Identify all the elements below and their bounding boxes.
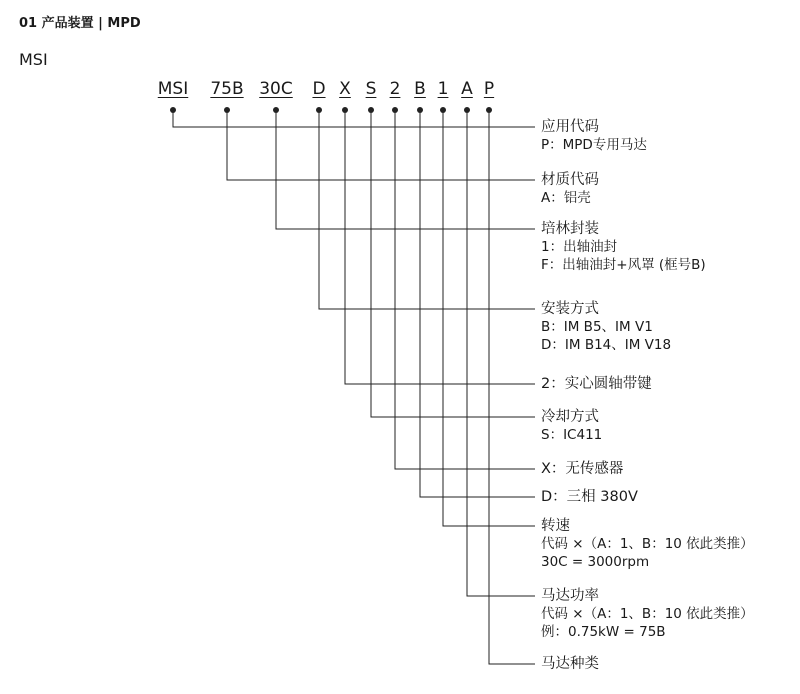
leader-line bbox=[319, 110, 535, 309]
code-segment: X bbox=[339, 79, 351, 99]
leader-dot bbox=[273, 107, 279, 113]
legend-detail: 代码 ×（A：1、B：10 依此类推） bbox=[541, 536, 754, 552]
code-segment: P bbox=[483, 79, 495, 99]
legend-title: 安装方式 bbox=[541, 301, 599, 317]
legend-title: 冷却方式 bbox=[541, 409, 599, 425]
leader-dot bbox=[392, 107, 398, 113]
legend-title: 应用代码 bbox=[541, 119, 599, 135]
legend-title: D：三相 380V bbox=[541, 489, 638, 505]
code-segment: A bbox=[461, 79, 473, 99]
legend-detail: S：IC411 bbox=[541, 427, 603, 443]
code-segment: D bbox=[312, 79, 326, 99]
legend-title: 培林封装 bbox=[541, 221, 599, 237]
leader-dot bbox=[368, 107, 374, 113]
leader-dot bbox=[440, 107, 446, 113]
leader-line bbox=[276, 110, 535, 229]
leader-dot bbox=[486, 107, 492, 113]
code-segment: MSI bbox=[157, 79, 189, 99]
legend-detail: 代码 ×（A：1、B：10 依此类推） bbox=[541, 606, 754, 622]
legend-detail: D：IM B14、IM V18 bbox=[541, 337, 672, 353]
leader-line bbox=[345, 110, 535, 384]
leader-dot bbox=[464, 107, 470, 113]
leader-line bbox=[489, 110, 535, 664]
legend-title: 材质代码 bbox=[541, 172, 599, 188]
leader-line bbox=[420, 110, 535, 497]
section-title: 01 产品装置 | MPD bbox=[19, 16, 141, 31]
legend-detail: F：出轴油封+风罩 (框号B) bbox=[541, 257, 706, 273]
leader-line bbox=[371, 110, 535, 417]
leader-dot bbox=[342, 107, 348, 113]
code-segment: S bbox=[365, 79, 377, 99]
legend-title: 转速 bbox=[541, 518, 570, 534]
leader-dot bbox=[417, 107, 423, 113]
legend-detail: P：MPD专用马达 bbox=[541, 137, 647, 153]
leader-dot bbox=[170, 107, 176, 113]
legend-detail: 30C = 3000rpm bbox=[541, 554, 650, 570]
leader-dot bbox=[224, 107, 230, 113]
leader-line bbox=[467, 110, 535, 596]
code-segment: 75B bbox=[210, 79, 244, 99]
series-name: MSI bbox=[19, 50, 48, 69]
code-segment: 2 bbox=[389, 79, 401, 99]
legend-detail: B：IM B5、IM V1 bbox=[541, 319, 653, 335]
legend-detail: 1：出轴油封 bbox=[541, 239, 618, 255]
legend-detail: A：铝壳 bbox=[541, 190, 591, 206]
legend-title: 马达种类 bbox=[541, 656, 599, 672]
code-segment: 1 bbox=[437, 79, 449, 99]
code-segment: 30C bbox=[259, 79, 293, 99]
code-segment: B bbox=[414, 79, 426, 99]
legend-title: X：无传感器 bbox=[541, 461, 624, 477]
leader-line bbox=[395, 110, 535, 469]
legend-title: 2：实心圆轴带键 bbox=[541, 376, 652, 392]
leader-dot bbox=[316, 107, 322, 113]
legend-title: 马达功率 bbox=[541, 588, 599, 604]
legend-detail: 例：0.75kW = 75B bbox=[541, 624, 666, 640]
